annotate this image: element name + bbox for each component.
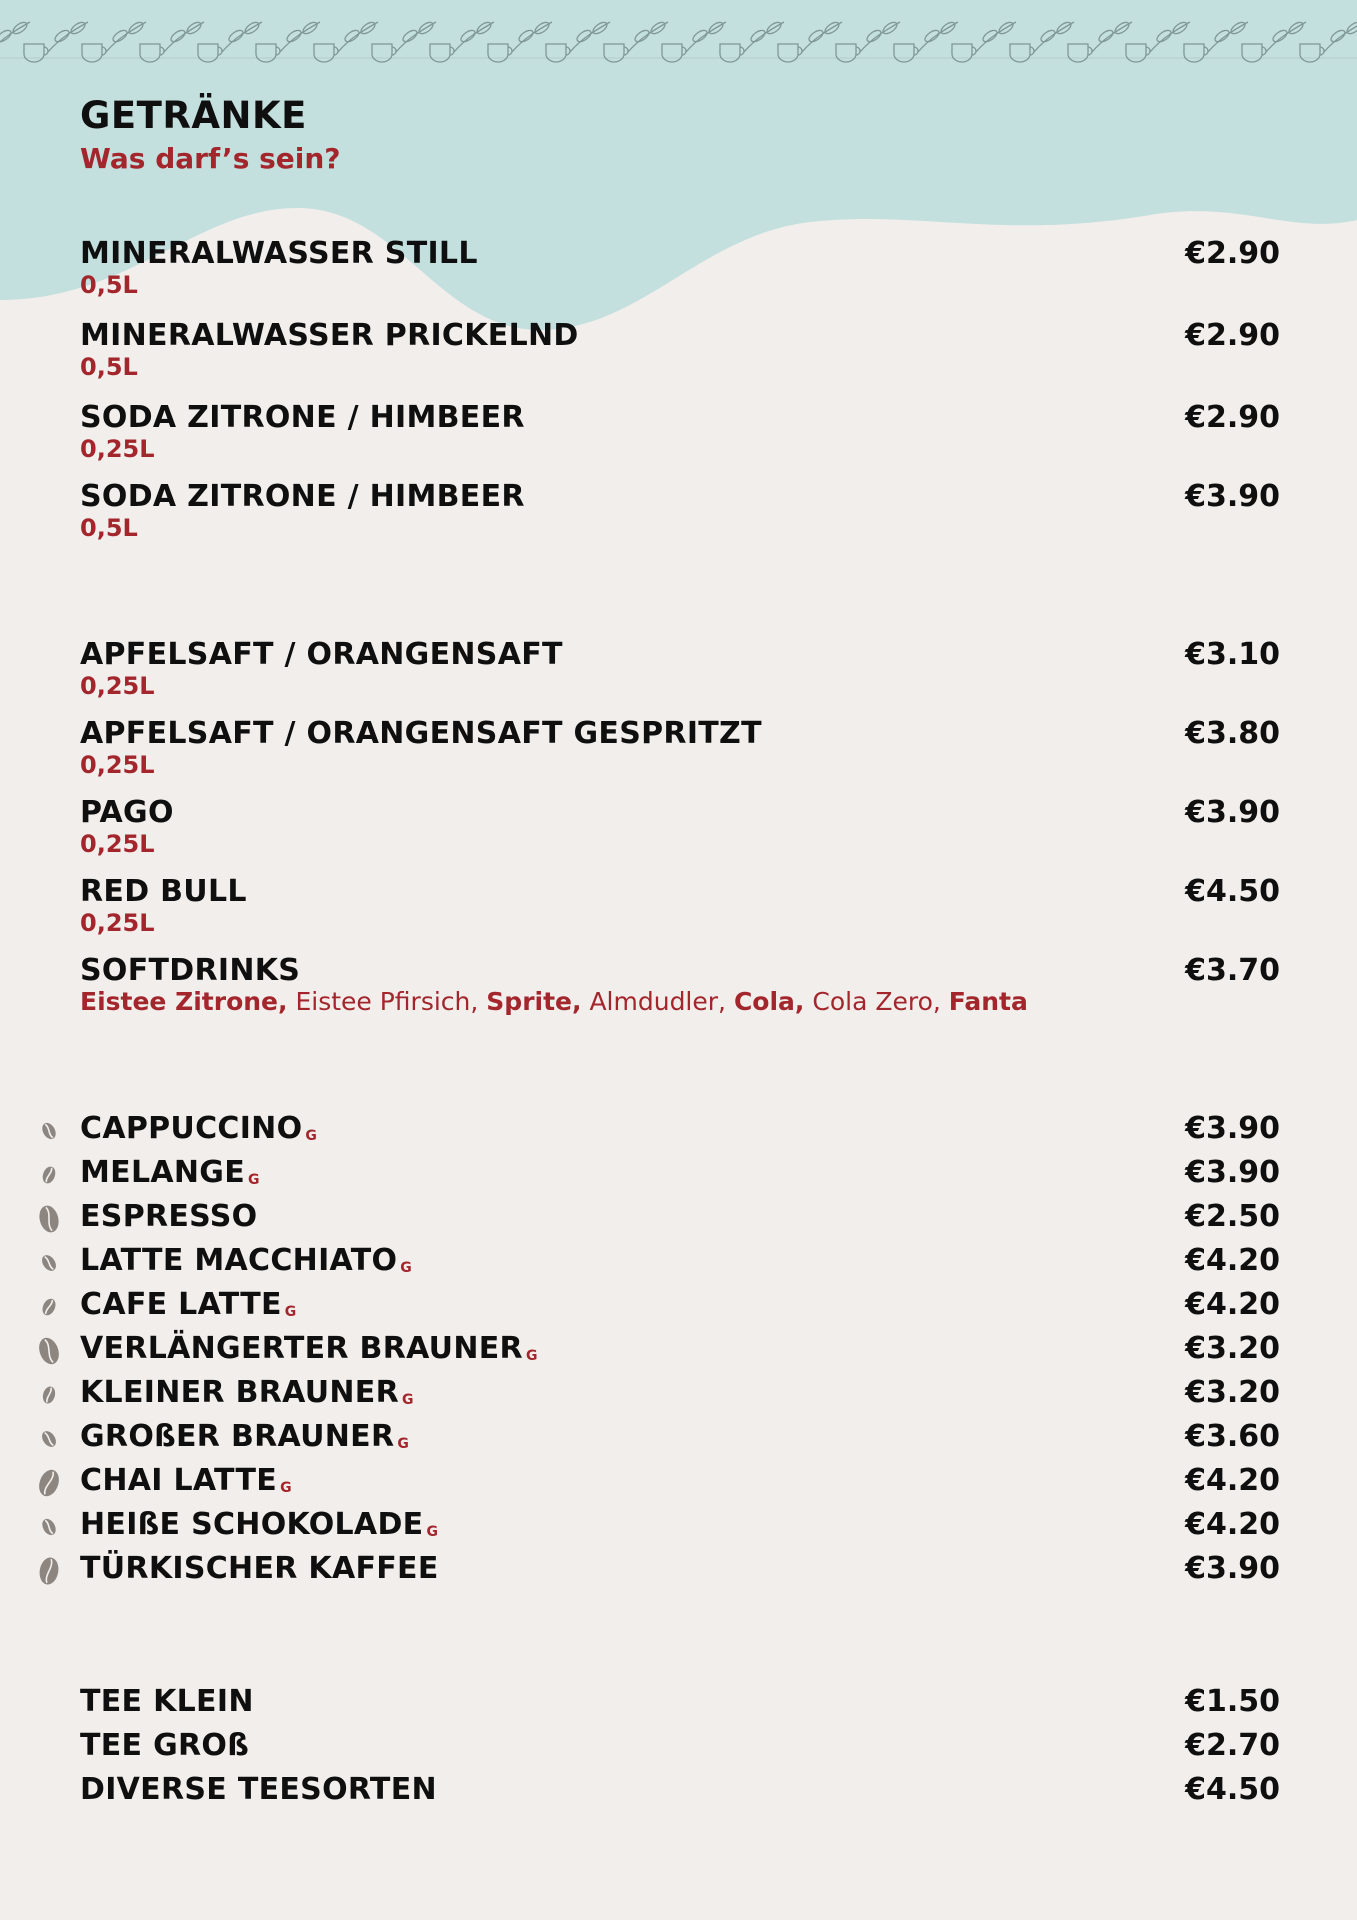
menu-item-softdrinks [80, 954, 1280, 1016]
item-price: €3.90 [1185, 1111, 1280, 1146]
menu-item-tea-large [80, 1729, 1280, 1763]
item-price: €3.90 [1185, 1155, 1280, 1190]
item-price: €2.70 [1185, 1728, 1280, 1763]
item-name [80, 1552, 1280, 1586]
glass-mark: G [400, 1260, 413, 1276]
item-name-text: CAPPUCCINO [80, 1111, 303, 1146]
item-name: DIVERSE TEESORTEN [80, 1772, 437, 1807]
item-name: SOFTDRINKS [80, 953, 301, 988]
item-price: €3.10 [1185, 637, 1280, 672]
coffee-bean-icon [36, 1380, 62, 1410]
coffee-bean-icon [36, 1556, 62, 1586]
menu-item-water-sparkling [80, 319, 1280, 381]
page-title: GETRÄNKE [80, 94, 307, 137]
item-size: 0,25L [80, 672, 155, 700]
glass-mark: G [426, 1524, 439, 1540]
item-name-text: MELANGE [80, 1155, 246, 1190]
item-name: SODA ZITRONE / HIMBEER [80, 400, 525, 435]
menu-item-coffee [80, 1420, 1280, 1461]
item-name: PAGO [80, 795, 174, 830]
menu-item-coffee [80, 1552, 1280, 1586]
item-name [80, 1332, 1280, 1373]
coffee-bean-icon [36, 1424, 62, 1454]
menu-item-soda-small [80, 401, 1280, 463]
item-size: 0,5L [80, 514, 138, 542]
menu-item-coffee [80, 1156, 1280, 1197]
item-name [80, 1156, 1280, 1197]
item-size: 0,25L [80, 435, 155, 463]
softdrink-option: Sprite, [486, 987, 582, 1016]
item-size: 0,25L [80, 751, 155, 779]
softdrink-options [80, 988, 1280, 1016]
menu-item-coffee [80, 1376, 1280, 1417]
item-price: €1.50 [1185, 1684, 1280, 1719]
item-price: €3.70 [1185, 953, 1280, 988]
menu-item-juice-spritzed [80, 717, 1280, 779]
glass-mark: G [280, 1480, 292, 1496]
item-price: €3.20 [1185, 1331, 1280, 1366]
item-price: €3.90 [1185, 1551, 1280, 1586]
coffee-bean-icon [36, 1292, 62, 1322]
menu-item-coffee [80, 1288, 1280, 1329]
item-price: €3.20 [1185, 1375, 1280, 1410]
item-name [80, 1376, 1280, 1417]
item-name-text: HEIßE SCHOKOLADE [80, 1507, 424, 1542]
softdrink-option: Cola, [733, 987, 805, 1016]
coffee-bean-icon [36, 1160, 62, 1190]
softdrink-option: Fanta [948, 987, 1028, 1016]
softdrink-option: Eistee Zitrone, [80, 987, 288, 1016]
item-price: €4.20 [1185, 1243, 1280, 1278]
item-name: APFELSAFT / ORANGENSAFT GESPRITZT [80, 716, 762, 751]
item-name [80, 1244, 1280, 1285]
menu-item-coffee [80, 1112, 1280, 1153]
item-name-text: KLEINER BRAUNER [80, 1375, 399, 1410]
item-name: MINERALWASSER PRICKELND [80, 318, 579, 353]
item-name-text: GROßER BRAUNER [80, 1419, 395, 1454]
softdrink-option: Almdudler, [589, 987, 726, 1016]
menu-item-red-bull [80, 875, 1280, 937]
item-name-text: ESPRESSO [80, 1199, 258, 1234]
menu-item-water-still [80, 237, 1280, 299]
item-price: €3.90 [1185, 479, 1280, 514]
item-name: TEE KLEIN [80, 1684, 254, 1719]
item-price: €4.50 [1185, 874, 1280, 909]
coffee-bean-icon [36, 1512, 62, 1542]
item-size: 0,5L [80, 353, 138, 381]
item-name: MINERALWASSER STILL [80, 236, 478, 271]
item-name-text: VERLÄNGERTER BRAUNER [80, 1331, 523, 1366]
item-name [80, 1112, 1280, 1153]
item-size: 0,5L [80, 271, 138, 299]
item-price: €4.20 [1185, 1507, 1280, 1542]
coffee-bean-icon [36, 1116, 62, 1146]
glass-mark: G [305, 1128, 318, 1144]
item-name [80, 1200, 1280, 1234]
item-name [80, 1420, 1280, 1461]
menu-item-coffee [80, 1508, 1280, 1549]
menu-item-tea-varieties [80, 1773, 1280, 1807]
menu-item-coffee [80, 1464, 1280, 1505]
item-price: €3.80 [1185, 716, 1280, 751]
item-name-text: CAFE LATTE [80, 1287, 282, 1322]
menu-item-tea-small [80, 1685, 1280, 1719]
item-price: €2.90 [1185, 400, 1280, 435]
item-price: €2.90 [1185, 318, 1280, 353]
glass-mark: G [402, 1392, 414, 1408]
item-name: APFELSAFT / ORANGENSAFT [80, 637, 563, 672]
item-size: 0,25L [80, 909, 155, 937]
item-price: €2.50 [1185, 1199, 1280, 1234]
coffee-bean-icon [36, 1468, 62, 1498]
item-name-text: CHAI LATTE [80, 1463, 278, 1498]
item-size: 0,25L [80, 830, 155, 858]
item-name: RED BULL [80, 874, 247, 909]
item-name [80, 1508, 1280, 1549]
menu-item-juice [80, 638, 1280, 700]
item-price: €4.20 [1185, 1463, 1280, 1498]
softdrink-option: Cola Zero, [812, 987, 941, 1016]
glass-mark: G [397, 1436, 410, 1452]
menu-item-coffee [80, 1200, 1280, 1234]
glass-mark: G [525, 1348, 538, 1364]
glass-mark: G [284, 1304, 297, 1320]
item-name [80, 1464, 1280, 1505]
coffee-bean-icon [36, 1204, 62, 1234]
menu-item-pago [80, 796, 1280, 858]
item-price: €4.50 [1185, 1772, 1280, 1807]
coffee-bean-icon [36, 1336, 62, 1366]
item-price: €3.60 [1185, 1419, 1280, 1454]
menu-item-coffee [80, 1332, 1280, 1373]
coffee-bean-icon [36, 1248, 62, 1278]
item-price: €4.20 [1185, 1287, 1280, 1322]
page-subtitle: Was darf’s sein? [80, 142, 341, 175]
item-price: €2.90 [1185, 236, 1280, 271]
softdrink-option: Eistee Pfirsich, [295, 987, 479, 1016]
item-name [80, 1288, 1280, 1329]
menu-item-soda-large [80, 480, 1280, 542]
item-price: €3.90 [1185, 795, 1280, 830]
item-name-text: LATTE MACCHIATO [80, 1243, 398, 1278]
item-name: SODA ZITRONE / HIMBEER [80, 479, 525, 514]
menu-item-coffee [80, 1244, 1280, 1285]
glass-mark: G [248, 1172, 260, 1188]
item-name: TEE GROß [80, 1728, 250, 1763]
item-name-text: TÜRKISCHER KAFFEE [80, 1551, 439, 1586]
